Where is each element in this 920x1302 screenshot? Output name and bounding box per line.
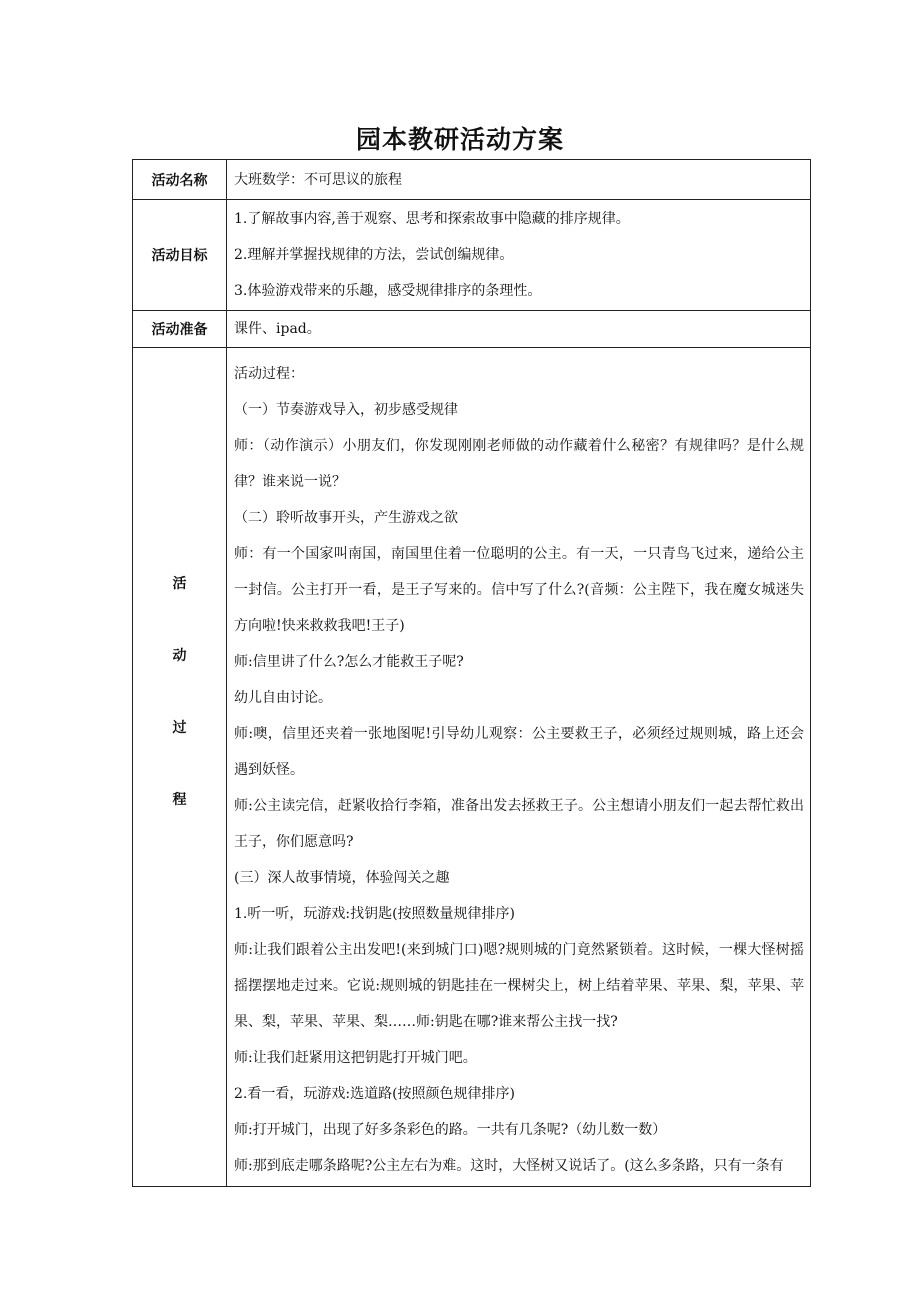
activity-goals-label: 活动目标 xyxy=(133,200,227,311)
process-paragraph: 师:噢，信里还夹着一张地图呢!引导幼儿观察：公主要救王子，必须经过规则城，路上还会遇到妖怪。 xyxy=(234,726,804,778)
process-label-char: 活 xyxy=(172,576,187,592)
row-activity-goals xyxy=(133,200,811,311)
process-paragraph: (三）深人故事情境，体验闯关之趣 xyxy=(234,870,450,886)
process-label-char: 动 xyxy=(172,648,187,664)
process-paragraph: 幼儿自由讨论。 xyxy=(234,690,332,706)
process-paragraph: 师:公主读完信，赶紧收拾行李箱，准备出发去拯救王子。公主想请小朋友们一起去帮忙救出王子，你们愿意吗? xyxy=(234,798,804,850)
process-paragraph: 师:那到底走哪条路呢?公主左右为难。这时，大怪树又说话了。(这么多条路，只有一条有 xyxy=(234,1158,784,1174)
process-paragraph: 师:打开城门，出现了好多条彩色的路。一共有几条呢?（幼儿数一数） xyxy=(234,1122,667,1138)
page-title: 园本教研活动方案 xyxy=(355,125,564,154)
process-paragraph: 师:让我们跟着公主出发吧!(来到城门口)嗯?规则城的门竟然紧锁着。这时候，一棵大怪树摇摇摆摆地走过来。它说:规则城的钥匙挂在一棵树尖上，树上结着苹果、苹果、梨，苹果、苹果、梨，苹果、苹果、梨……师:钥匙在哪?谁来帮公主找一找? xyxy=(234,942,804,1030)
activity-process-content xyxy=(227,348,811,1187)
activity-name-label: 活动名称 xyxy=(133,160,227,200)
goal-item: 2.理解并掌握找规律的方法，尝试创编规律。 xyxy=(234,247,514,263)
process-paragraph: （二）聆听故事开头，产生游戏之欲 xyxy=(234,510,458,526)
process-paragraph: 师：（动作演示）小朋友们，你发现刚刚老师做的动作藏着什么秘密？有规律吗？是什么规律？谁来说一说？ xyxy=(234,438,804,490)
activity-process-label xyxy=(133,348,227,1187)
process-paragraph: 2.看一看，玩游戏:选道路(按照颜色规律排序) xyxy=(234,1086,515,1102)
row-activity-name xyxy=(133,160,811,200)
process-paragraph: 师:让我们赶紧用这把钥匙打开城门吧。 xyxy=(234,1050,477,1066)
process-label-char: 程 xyxy=(172,792,187,808)
process-paragraph: 师:信里讲了什么?怎么才能救王子呢? xyxy=(234,654,464,670)
goal-item: 1.了解故事内容,善于观察、思考和探索故事中隐藏的排序规律。 xyxy=(234,211,630,227)
activity-name-value: 大班数学：不可思议的旅程 xyxy=(227,160,811,200)
activity-plan-table xyxy=(132,159,811,1187)
activity-goals-value xyxy=(227,200,811,311)
row-activity-preparation xyxy=(133,311,811,348)
goal-item: 3.体验游戏带来的乐趣，感受规律排序的条理性。 xyxy=(234,283,542,299)
row-activity-process xyxy=(133,348,811,1187)
process-paragraph: 师：有一个国家叫南国，南国里住着一位聪明的公主。有一天，一只青鸟飞过来，递给公主一封信。公主打开一看，是王子写来的。信中写了什么?(音频：公主陛下，我在魔女城迷失方向啦!快来救救我吧!王子) xyxy=(234,546,804,634)
activity-preparation-value: 课件、ipad。 xyxy=(227,311,811,348)
process-label-char: 过 xyxy=(172,720,187,736)
process-paragraph: （一）节奏游戏导入，初步感受规律 xyxy=(234,402,458,418)
process-paragraph: 1.听一听，玩游戏:找钥匙(按照数量规律排序) xyxy=(234,906,515,922)
activity-preparation-label: 活动准备 xyxy=(133,311,227,348)
process-paragraph: 活动过程： xyxy=(234,366,304,382)
